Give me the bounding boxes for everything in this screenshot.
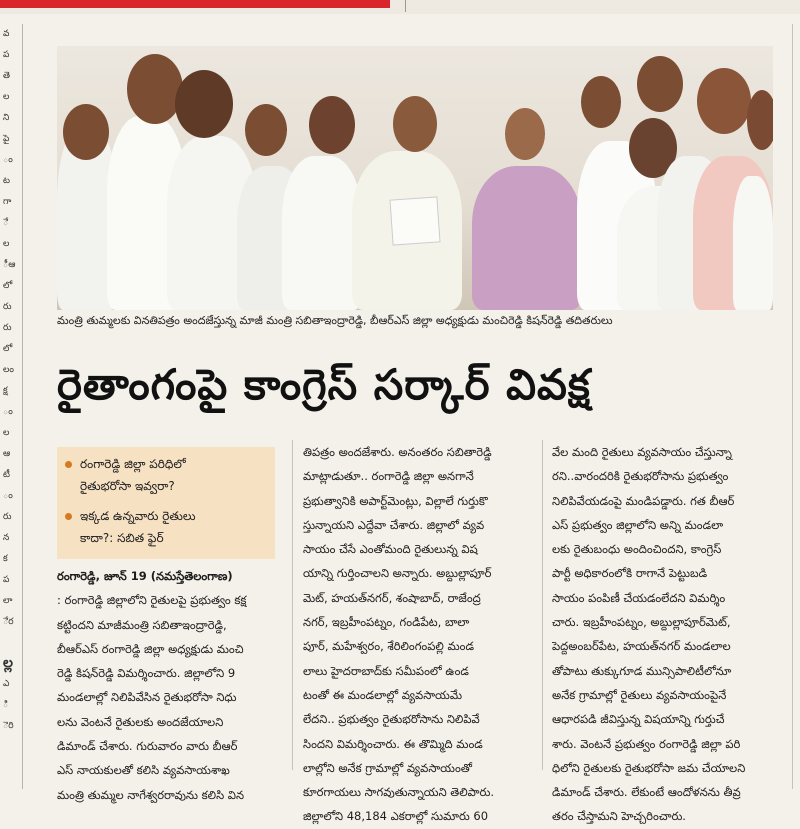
article-line: స్తున్నాయని ఎద్దేవా చేశారు. జిల్లాలో వ్యవ [303,517,485,532]
prev-column-fragment: ం [3,407,13,417]
article-line: పార్టీ అధికారంలోకి రాగానే పెట్టుబడి [552,566,708,581]
prev-column-fragment: ని [3,113,10,123]
article-line: చారు. ఇబ్రహీంపట్నం, అబ్దుల్లాపూర్‌మెట్, [552,615,731,630]
highlight-text: రంగారెడ్డి జిల్లా పరిధిలో [80,457,186,471]
article-line: లేదని.. ప్రభుత్వం రైతుభరోసాను నిలిపివే [303,712,480,727]
article-column-3 [552,440,784,829]
article-line: ధిలోని రైతులకు రైతుభరోసా జమ చేయాలని [552,760,746,775]
article-line: రంగారెడ్డి, జూన్ 19 (నమస్తేతెలంగాణ) [57,569,233,583]
prev-column-fragment: రు [3,302,12,312]
prev-column-fragment: ప [3,575,10,585]
prev-column-fragment: క [3,554,8,564]
article-line: డిమాండ్ చేశారు. గురువారం వారు బీఆర్ [57,739,238,754]
prev-column-fragment: ీఆ [3,260,16,270]
prev-column-fragment: రు [3,323,12,333]
article-line: లాల్లోని అనేక గ్రామాల్లో వ్యవసాయంతో [303,760,473,775]
news-photo [57,46,773,310]
prev-column-fragment: ల [3,428,10,438]
article-line: ఎస్ నాయకులతో కలిసి వ్యవసాయశాఖ [57,763,230,778]
previous-column [0,24,23,789]
highlight-text: రైతుభరోసా ఇవ్వరా? [80,479,175,493]
prev-column-fragment: ెరి [3,721,14,731]
article-line: తరం చేస్తామని హెచ్చరించారు. [552,809,686,824]
article-line: లను వెంటనే రైతులకు అందజేయాలని [57,714,224,729]
bullet-dot [65,461,72,468]
article-line: టంతో ఈ మండలాల్లో వ్యవసాయమే [303,687,463,702]
prev-column-fragment: ల్ల [3,655,13,671]
article-line: కట్టిందని మాజీమంత్రి సబితాఇంద్రారెడ్డి, [57,617,227,632]
highlight-item [65,453,270,497]
article-line: డిమాండ్ చేశారు. లేకుంటే ఆందోళనను తీవ్ర [552,785,741,800]
article-line: సాయం చేసే ఎంతోమంది రైతులున్న విష [303,542,478,557]
article-line: లకు రైతుబంధు అందించిందని, కాంగ్రెస్ [552,542,722,557]
page-right-border [792,24,793,789]
bullet-dot [65,513,72,520]
article-line: సాయం పంపిణీ చేయడంలేదని విమర్శిం [552,590,726,605]
top-divider [405,0,406,12]
article-line: ఎస్ ప్రభుత్వం జిల్లాలోని అన్ని మండలా [552,517,724,532]
article-line: వేల మంది రైతులు వ్యవసాయం చేస్తున్నా [552,445,732,459]
memorandum-paper [389,196,440,245]
prev-column-fragment: పై [3,134,10,144]
article-line: అనేక గ్రామాల్లో రైతులు వ్యవసాయంపైనే [552,687,727,702]
prev-column-fragment: లో [3,281,13,291]
column-divider [292,440,293,770]
prev-column-fragment: ే [3,218,9,228]
prev-column-fragment: లో [3,344,13,354]
article-line: మాట్లాడుతూ.. రంగారెడ్డి జిల్లా అనగానే [303,469,474,484]
highlights-box [57,447,275,559]
prev-column-fragment: ల [3,239,10,249]
prev-column-fragment: ల [3,92,10,102]
article-line: నిలిపివేయడంపై మండిపడ్డారు. గత బీఆర్ [552,493,735,508]
article-line: మంత్రి తుమ్మల నాగేశ్వరరావును కలిసి విన [57,787,245,802]
article-line: మండలాల్లో నిలిపివేసిన రైతుభరోసా నిధు [57,690,237,705]
article-line: తోపాటు తుక్కుగూడ మున్సిపాలిటీలోనూ [552,663,732,678]
highlight-item [65,505,270,549]
prev-column-fragment: లా [3,596,13,606]
prev-column-fragment: ం [3,155,13,165]
article-line: లాలు హైదరాబాద్‌కు సమీపంలో ఉండ [303,663,469,678]
article-column-2 [303,440,535,829]
headline: రైతాంగంపై కాంగ్రెస్ సర్కార్ వివక్ష [57,360,591,409]
article-line: పెద్దఅంబర్‌పేట, హయత్‌నగర్ మండలాల [552,639,731,654]
prev-column-fragment: లం [3,365,14,375]
prev-column-fragment: టీ [3,470,10,480]
article-line: జిల్లాలోని 48,184 ఎకరాల్లో సుమారు 60 [303,809,489,824]
prev-column-fragment: ేర [3,617,14,627]
article-line: ఆధారపడి జీవిస్తున్న విషయాన్ని గుర్తుచే [552,712,725,727]
article-line: సిందని విమర్శించారు. ఈ తొమ్మిది మండ [303,736,483,751]
column-divider [542,440,543,770]
article-line: బీఆర్ఎస్ రంగారెడ్డి జిల్లా అధ్యక్షుడు మంచి [57,641,244,656]
article-line: రని..వారందరికి రైతుభరోసాను ప్రభుత్వం [552,469,729,484]
prev-column-fragment: గా [3,197,12,207]
red-banner [0,0,390,8]
article-line: మెట్, హయత్‌నగర్, శంషాబాద్, రాజేంద్ర [303,590,481,605]
article-line: రెడ్డి కిషన్‌రెడ్డి విమర్శించారు. జిల్లాలోని 9 [57,666,236,681]
article-line: ప్రభుత్వానికి అపార్ట్‌మెంట్లు, విల్లాలే గుర్తుకొ [303,493,488,508]
highlight-text: కాదా?: సబిత ఫైర్ [80,531,164,545]
article-line: శారు. వెంటనే ప్రభుత్వం రంగారెడ్డి జిల్లా పరి [552,736,741,751]
article-line: : రంగారెడ్డి జిల్లాలోని రైతులపై ప్రభుత్వం కక్ష [57,593,247,608]
prev-column-fragment: రు [3,512,12,522]
prev-column-fragment: ఆ [3,449,11,459]
prev-column-fragment: ి [3,700,9,710]
article-line: కూరగాయలు సాగవుతున్నాయని తెలిపారు. [303,785,494,800]
prev-column-fragment: న [3,533,10,543]
prev-column-fragment: ట [3,176,10,186]
prev-column-fragment: ప [3,50,10,60]
article-line: పూర్, మహేశ్వరం, శేరిలింగంపల్లి మండ [303,639,475,654]
prev-column-fragment: ం [3,491,13,501]
highlight-text: ఇక్కడ ఉన్నవారు రైతులు [80,509,196,523]
article-line: తిపత్రం అందజేశారు. అనంతరం సబితారెడ్డి [303,445,492,459]
prev-column-fragment: తె [3,71,11,81]
photo-caption: మంత్రి తుమ్మలకు వినతిపత్రం అందజేస్తున్న మాజీ మంత్రి సబితాఇంద్రారెడ్డి, బీఆర్ఎస్ జిల్లా అధ్యక్షుడు మంచిరెడ్డి కిషన్‌రెడ్డి తదితరులు [57,314,613,327]
prev-column-fragment: వ [3,29,10,39]
article-line: యాన్ని గుర్తించాలని అన్నారు. అబ్దుల్లాపూర్ [303,566,492,581]
article-line: నగర్, ఇబ్రహీంపట్నం, గండిపేట, బాలా [303,615,470,630]
prev-column-fragment: క్ష [3,386,8,396]
prev-column-fragment: ఎ [3,679,10,689]
article-column-1 [57,564,283,807]
